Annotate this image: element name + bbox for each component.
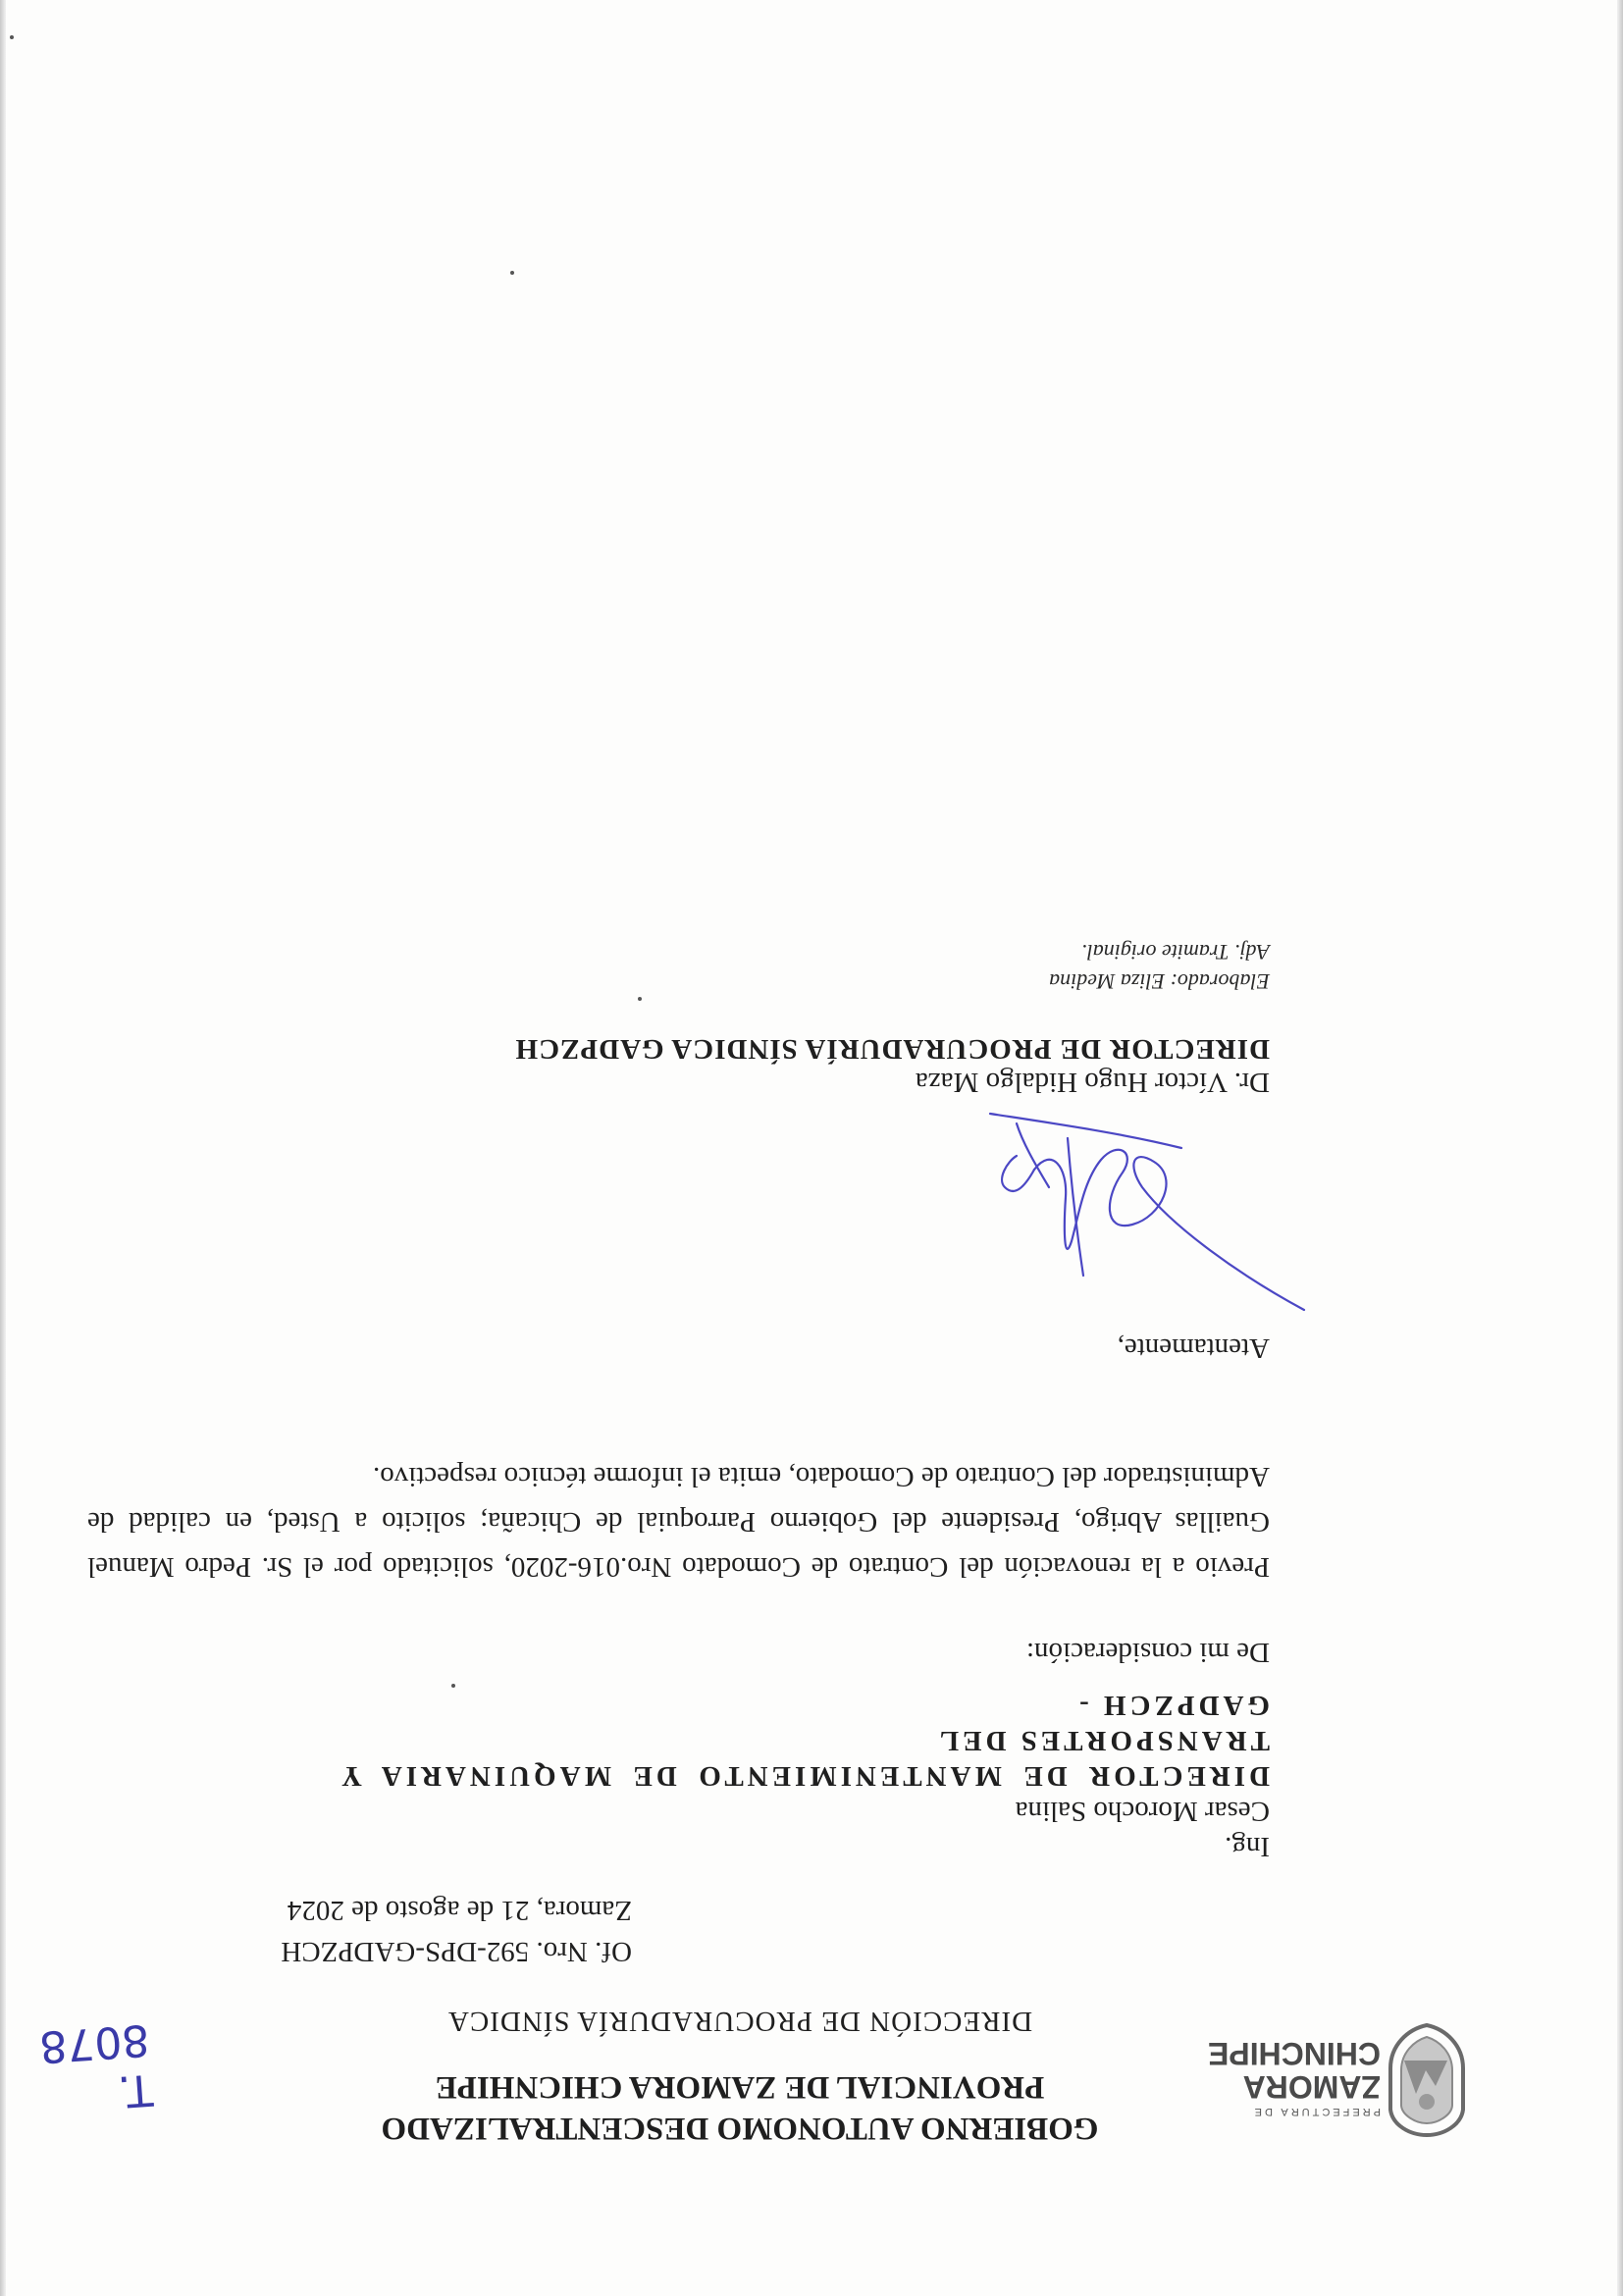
reference-block (281, 1890, 632, 1972)
prefectura-logo (1206, 2021, 1471, 2139)
paper-speck (510, 271, 514, 275)
prepared-by: Elaborado: Eliza Medina (1049, 969, 1270, 994)
recipient-prefix: Ing. (1225, 1831, 1270, 1862)
body-paragraph: Previo a la renovación del Contrato de Comodato Nro.016-2020, solicitado por el Sr. Pedro Manuel Guaillas Abrigo, Presidente del Gobierno Parroquial de Chicaña; solicito a Usted, en calidad de Administrador del Contrato de Comodato, emita el informe técnico respectivo. (87, 1461, 1270, 1583)
salutation: De mi consideración: (1025, 1637, 1270, 1668)
logo-wordmark: ZAMORA CHINCHIPE (1207, 2036, 1381, 2105)
paper-speck (451, 1684, 455, 1688)
page-edge-shadow (1617, 0, 1623, 2296)
paper-speck (10, 35, 14, 39)
recipient-title-line1: DIRECTOR DE MANTENIMIENTO DE MAQUINARIA Y TRANSPORTES DEL (338, 1725, 1270, 1792)
recipient-title-line2: GADPZCH - (1075, 1690, 1270, 1721)
coat-of-arms-icon (1383, 2021, 1471, 2139)
attachment-note: Adj. Tramite original. (1081, 940, 1270, 965)
signature-image (936, 1089, 1329, 1334)
institution-name-line2: PROVINCIAL DE ZAMORA CHICNHIPE (435, 2069, 1045, 2105)
department-name: DIRECCIÓN DE PROCURADURÍA SÍNDICA (446, 2006, 1033, 2037)
recipient-name: Cesar Morocho Salina (1015, 1796, 1270, 1827)
recipient-block (338, 1688, 1270, 1864)
logo-caption: PREFECTURA DE (1251, 2106, 1381, 2117)
closing: Atentamente, (1117, 1332, 1270, 1364)
institution-name-line1: GOBIERNO AUTONOMO DESCENTRALIZADO (381, 2111, 1099, 2146)
footnotes (1049, 937, 1270, 996)
paper-speck (638, 997, 642, 1001)
place-date: Zamora, 21 de agosto de 2024 (287, 1895, 632, 1926)
office-number: Of. Nro. 592-DPS-GADPZCH (281, 1936, 632, 1967)
signer-block (515, 1032, 1270, 1099)
signer-name: Dr. Víctor Hugo Hidalgo Maza (915, 1067, 1270, 1098)
signer-title: DIRECTOR DE PROCURADURÍA SÍNDICA GADPZCH (514, 1033, 1270, 1065)
letterhead (269, 2005, 1211, 2149)
handwritten-reference: T. 8078 (37, 2013, 155, 2116)
page-edge-shadow (0, 0, 6, 2296)
